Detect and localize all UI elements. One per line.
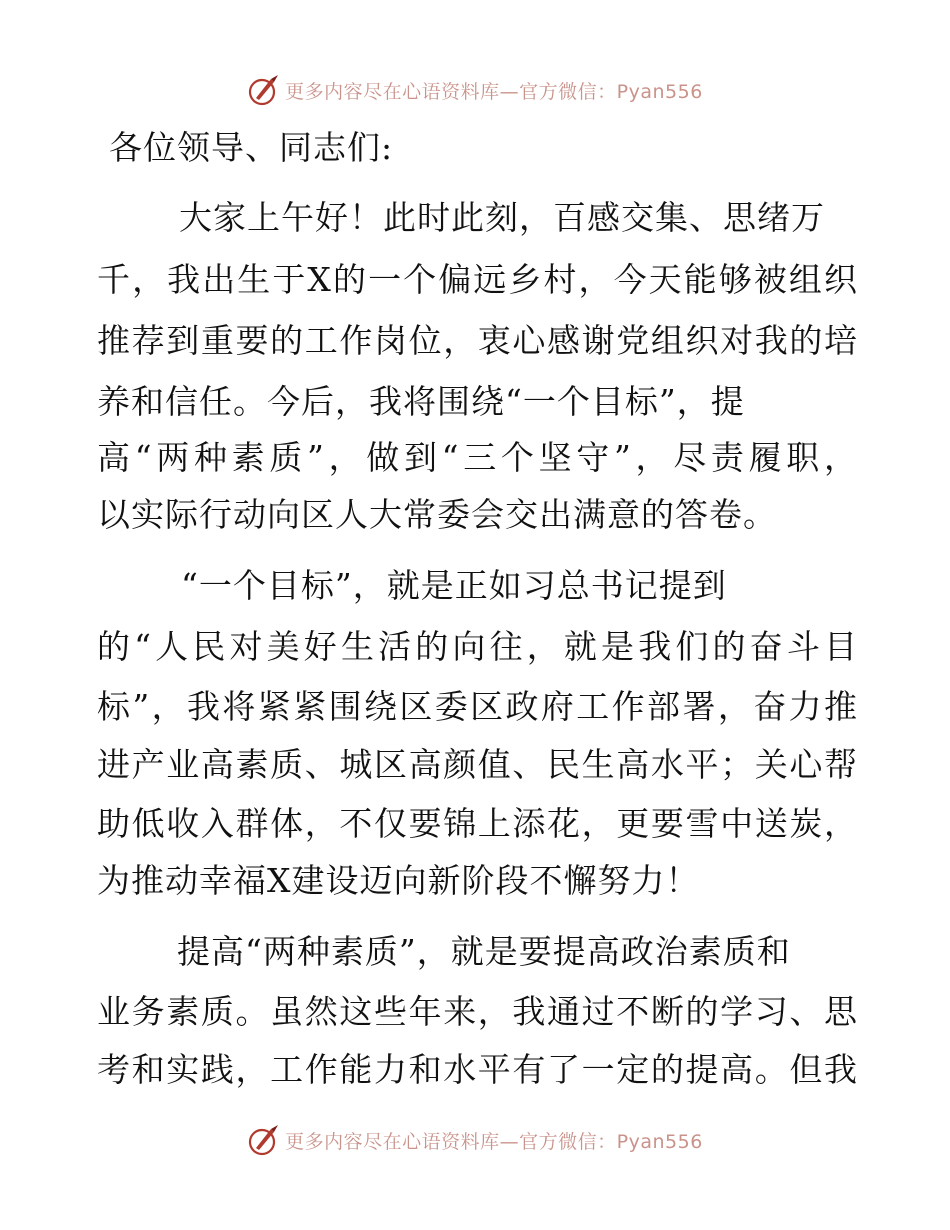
paragraph-line: 以实际行动向区人大常委会交出满意的答卷。	[97, 495, 777, 534]
paragraph-line: 考和实践，工作能力和水平有了一定的提高。但我	[97, 1050, 857, 1089]
watermark-text: 更多内容尽在心语资料库—官方微信：Pyan556	[285, 1130, 703, 1153]
paragraph-line: 标”，我将紧紧围绕区委区政府工作部署，奋力推	[97, 687, 857, 726]
paragraph-line: 助低收入群体，不仅要锦上添花，更要雪中送炭，	[97, 804, 857, 843]
paragraph-line: 高“两种素质”，做到“三个坚守”，尽责履职，	[97, 438, 857, 477]
paragraph-line: 推荐到重要的工作岗位，衷心感谢党组织对我的培	[97, 321, 857, 360]
salutation: 各位领导、同志们:	[109, 128, 394, 167]
paragraph-line: 养和信任。今后，我将围绕“一个目标”，提	[97, 382, 745, 421]
watermark-text: 更多内容尽在心语资料库—官方微信：Pyan556	[285, 80, 703, 103]
paragraph-line: 业务素质。虽然这些年来，我通过不断的学习、思	[97, 992, 857, 1031]
paragraph-line: 的“人民对美好生活的向往，就是我们的奋斗目	[97, 627, 857, 666]
paragraph-line: 为推动幸福X建设迈向新阶段不懈努力！	[97, 861, 700, 900]
watermark-header	[0, 70, 950, 110]
paragraph-line: 千，我出生于X的一个偏远乡村，今天能够被组织	[97, 260, 857, 299]
quill-logo-icon	[247, 1123, 281, 1157]
paragraph-line: 进产业高素质、城区高颜值、民生高水平；关心帮	[97, 745, 857, 784]
watermark-footer	[0, 1120, 950, 1160]
quill-logo-icon	[247, 73, 281, 107]
paragraph-line: 提高“两种素质”，就是要提高政治素质和	[177, 932, 791, 971]
paragraph-line: 大家上午好！此时此刻，百感交集、思绪万	[179, 198, 825, 237]
paragraph-line: “一个目标”，就是正如习总书记提到	[181, 566, 727, 605]
